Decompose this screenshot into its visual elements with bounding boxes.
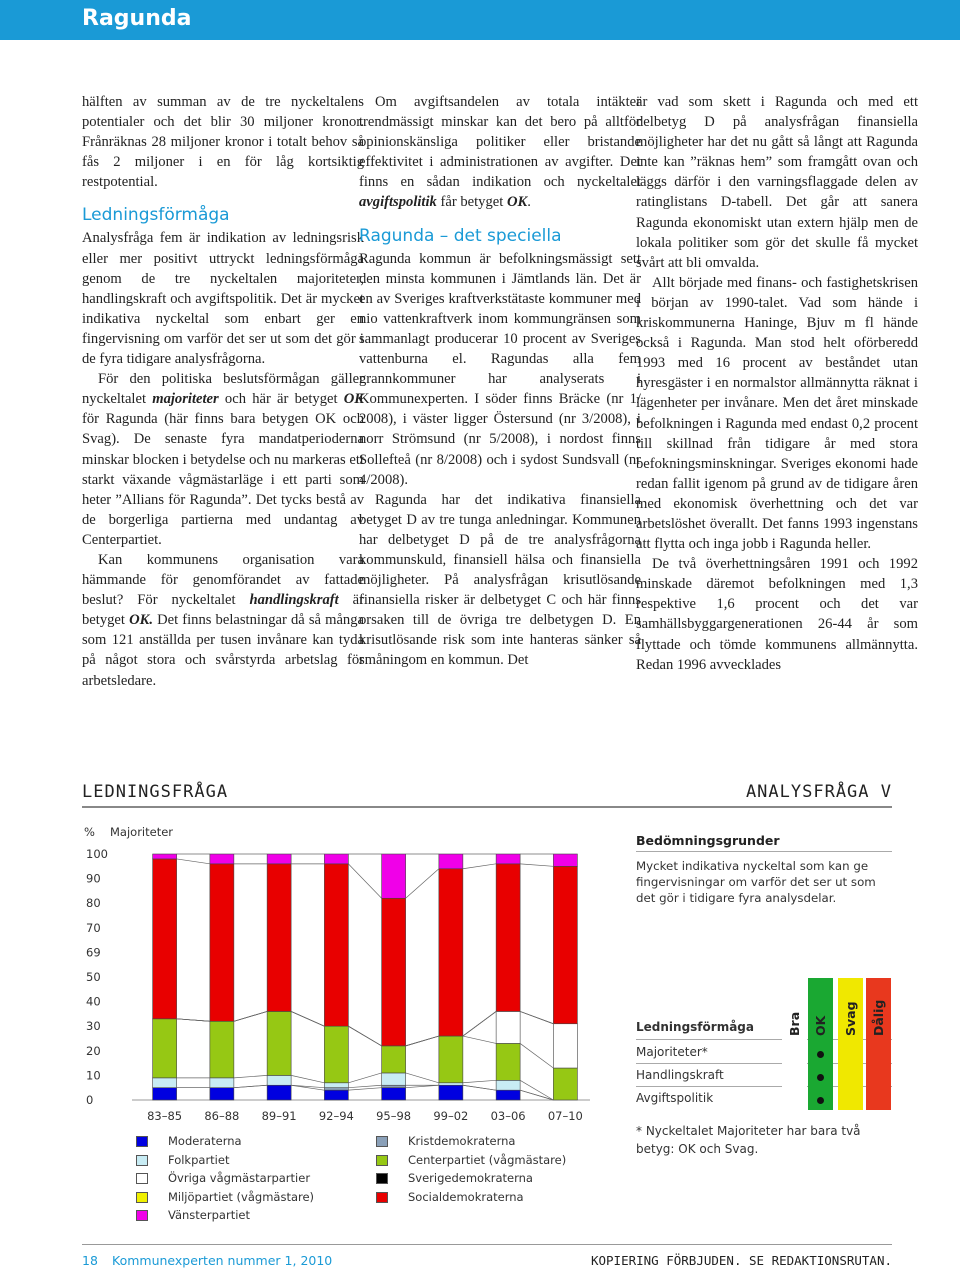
connector-line — [291, 1085, 324, 1087]
legend-label: Miljöpartiet (vågmästare) — [168, 1189, 315, 1204]
x-tick-label: 07–10 — [547, 1109, 583, 1123]
bar-segment-moderaterna — [210, 1088, 234, 1100]
connector-line — [463, 1036, 496, 1043]
paragraph: De två överhettningsåren 1991 och 1992 minskade däremot befolkningen med 1,3 respektive 1,6 procent och det var samhällsbyggargenerationen 26-44 år som flyttade och tömde kommunens allmännytta. Redan 1996 avvecklades — [636, 556, 918, 673]
bar-segment-socialdemokraterna — [153, 859, 177, 1019]
legend-swatch — [376, 1136, 388, 1147]
page-number: 18 — [82, 1253, 98, 1268]
bar-segment--vriga-v-gm-starpartier — [553, 1024, 577, 1068]
connector-line — [520, 1090, 553, 1100]
assessment-title: Bedömningsgrunder — [636, 833, 780, 848]
paragraph: Ragunda har det indikativa finansiella betyget D av tre tunga anledningar. Kommunen har delbetyget D på de tre analysfrågorna kommunskuld, finansiell hälsa och finansiella möjligheter. På analysfrågan krisutlösande finansiella risker är delbetyget C och här finns orsaken till de övriga tre delbetygen D. En krisutlösande risk som inte hanteras sänker så småningom en kommun. Det — [359, 491, 641, 669]
footer-divider — [82, 1244, 892, 1245]
x-tick-label: 83–85 — [147, 1109, 183, 1123]
connector-line — [406, 869, 439, 899]
legend-label: Sverigedemokraterna — [408, 1171, 533, 1185]
bar-segment-socialdemokraterna — [210, 864, 234, 1021]
bar-segment-socialdemokraterna — [496, 864, 520, 1012]
connector-line — [234, 1075, 267, 1077]
connector-line — [406, 1036, 439, 1046]
bar-segment-moderaterna — [324, 1090, 348, 1100]
legend-label: Folkpartiet — [168, 1152, 230, 1167]
bar-segment-kristdemokraterna — [324, 1088, 348, 1090]
bar-segment-socialdemokraterna — [324, 864, 348, 1026]
bar-segment-v-nsterpartiet — [324, 854, 348, 864]
subheading: Ragunda – det speciella — [359, 225, 562, 246]
emphasis: OK — [506, 194, 528, 211]
copyright-notice: KOPIERING FÖRBJUDEN. SE REDAKTIONSRUTAN. — [590, 1253, 892, 1268]
text-column-1 — [82, 92, 364, 691]
emphasis: OK. — [129, 612, 153, 629]
bar-segment-moderaterna — [496, 1090, 520, 1100]
section-label-left: LEDNINGSFRÅGA — [82, 782, 229, 802]
bar-segment-folkpartiet — [324, 1083, 348, 1088]
legend-label: Moderaterna — [168, 1134, 242, 1148]
x-tick-label: 99–02 — [433, 1109, 469, 1123]
y-tick-label: 30 — [86, 1019, 101, 1034]
x-tick-label: 86–88 — [204, 1109, 240, 1123]
bar-segment-v-nsterpartiet — [439, 854, 463, 869]
bar-segment-centerpartiet-v-gm-stare- — [210, 1021, 234, 1078]
paragraph: är vad som skett i Ragunda och med ett delbetyg D på analysfrågan finansiella möjligheter har det nu gått så långt att Ragunda inte kan ”räknas hem” som framgått ovan och läggs därför i den varningsflaggade delen av ratinglistans D-tabell. Det går att sanera Ragunda ekonomiskt utan extern hjälp men de lokala politiker som gör det skulle få mycket svårt att bli omvalda. — [636, 94, 918, 271]
legend-swatch — [136, 1136, 148, 1147]
footnote: * Nyckeltalet Majoriteter har bara två betyg: OK och Svag. — [636, 1124, 861, 1156]
paragraph: Allt började med finans- och fastighetskrisen i början av 1990-talet. Vad som hände i kriskommunerna Haninge, Bjuv m fl hände också i Ragunda. Man stod helt oförberedd 1993 med 16 procent av beståndet utan hyresgäster i en normalstor allmännytta räknat i lägenheter per invånare. Men det året minskade befolkningen i Ragunda med endast 0,2 procent till skillnad från tidigare år med stora befokningsminskningar. Sveriges ekonomi hade redan fallit igenom på grund av de tidigare åren med ekonomisk överhettning och det var arbetslöshet överallt. Det fanns 1993 ingenstans att flytta och inga jobb i Ragunda heller. — [636, 274, 918, 553]
connector-line — [520, 864, 553, 866]
legend-swatch — [376, 1173, 388, 1184]
bar-segment-centerpartiet-v-gm-stare- — [324, 1026, 348, 1083]
legend-swatch — [136, 1210, 148, 1221]
y-tick-label: 90 — [86, 871, 101, 886]
connector-line — [463, 864, 496, 869]
bar-segment-socialdemokraterna — [439, 869, 463, 1036]
bar-segment-v-nsterpartiet — [382, 854, 406, 898]
section-divider — [82, 806, 892, 808]
bar-segment-folkpartiet — [153, 1078, 177, 1088]
connector-line — [348, 1073, 381, 1083]
divider — [636, 851, 892, 852]
legend-label: Socialdemokraterna — [408, 1189, 524, 1204]
grade-marker — [817, 1051, 824, 1058]
y-tick-label: 0 — [86, 1093, 94, 1107]
bar-segment-centerpartiet-v-gm-stare- — [496, 1043, 520, 1080]
grade-column-bra — [782, 978, 807, 1110]
connector-line — [463, 1011, 496, 1036]
legend-swatch — [376, 1192, 388, 1203]
majoriteter-chart — [78, 820, 598, 1132]
bar-segment-v-nsterpartiet — [267, 854, 291, 864]
connector-line — [177, 1019, 210, 1021]
grade-marker — [817, 1074, 824, 1081]
connector-line — [463, 1080, 496, 1082]
bar-segment-folkpartiet — [439, 1083, 463, 1085]
header-bar — [0, 0, 960, 40]
grade-header: Svag — [843, 1001, 858, 1036]
grade-header: OK — [813, 1015, 828, 1036]
emphasis: handlingskraft — [249, 592, 339, 609]
x-tick-label: 89–91 — [261, 1109, 297, 1123]
header-title: Ragunda — [82, 6, 192, 31]
emphasis: OK — [343, 391, 364, 408]
bar-segment--vriga-v-gm-starpartier — [496, 1011, 520, 1043]
subheading: Ledningsförmåga — [82, 205, 230, 226]
connector-line — [406, 1085, 439, 1087]
connector-line — [291, 1085, 324, 1090]
paragraph: Kan kommunens organisation vara hämmande för genomförandet av fattade beslut? För nyckeltalet handlingskraft är betyget OK. Det finns belastningar då så många som 121 anställda per tusen invånare kan tyda på något stora och svårstyrda arbetslag för arbetsledare. — [82, 551, 364, 689]
bar-segment-socialdemokraterna — [382, 898, 406, 1046]
connector-line — [291, 1011, 324, 1026]
connector-line — [348, 864, 381, 898]
y-tick-label: 69 — [86, 945, 101, 960]
bar-segment-socialdemokraterna — [553, 866, 577, 1023]
paragraph: hälften av summan av de tre nyckeltalens potentialer och det blir 30 miljoner kronor. Frånräknas 28 miljoner kronor i totalt behov så fås 2 miljoner i en för låg kortsiktig restpotential. — [82, 94, 364, 191]
connector-line — [520, 1080, 553, 1100]
connector-line — [406, 1073, 439, 1083]
publication-name: Kommunexperten nummer 1, 2010 — [112, 1253, 333, 1268]
bar-segment-v-nsterpartiet — [210, 854, 234, 864]
text-column-2 — [359, 92, 641, 671]
bar-segment-centerpartiet-v-gm-stare- — [439, 1036, 463, 1083]
bar-segment-centerpartiet-v-gm-stare- — [153, 1019, 177, 1078]
connector-line — [177, 859, 210, 864]
legend-label: Kristdemokraterna — [408, 1134, 516, 1148]
bar-segment-folkpartiet — [496, 1080, 520, 1090]
y-tick-label: 100 — [86, 847, 108, 861]
grade-row-label: Majoriteter* — [636, 1045, 708, 1059]
bar-segment-folkpartiet — [210, 1078, 234, 1088]
paragraph: För den politiska beslutsförmågan gäller nyckeltalet majoriteter och här är betyget OK för Ragunda (här finns bara betygen OK och Svag). De senaste fyra mandatperioderna minskar blocken i betydelse och nu markeras ett starkt växande vågmästarläge i ett parti som heter ”Allians för Ragunda”. Det tycks bestå av de borgerliga partierna med undantag av Centerpartiet. — [82, 371, 364, 548]
y-tick-label: 70 — [86, 920, 101, 935]
y-tick-label: 80 — [86, 896, 101, 911]
bar-segment-moderaterna — [439, 1085, 463, 1100]
grade-marker — [817, 1097, 824, 1104]
connector-line — [234, 1085, 267, 1087]
grade-row-label: Avgiftspolitik — [636, 1091, 714, 1105]
bar-segment-folkpartiet — [267, 1075, 291, 1085]
bar-segment-centerpartiet-v-gm-stare- — [382, 1046, 406, 1073]
legend-swatch — [136, 1155, 148, 1166]
grade-column-ok — [808, 978, 833, 1110]
legend-label: Centerpartiet (vågmästare) — [408, 1152, 567, 1167]
y-tick-label: 40 — [86, 994, 101, 1009]
bar-segment-centerpartiet-v-gm-stare- — [553, 1068, 577, 1100]
chart-title: Majoriteter — [110, 825, 174, 839]
y-tick-label: 50 — [86, 970, 101, 984]
legend-label: Vänsterpartiet — [168, 1208, 250, 1222]
assessment-description: Mycket indikativa nyckeltal som kan ge fingervisningar om varför det ser ut som det gör i tidigare fyra analysdelar. — [636, 859, 876, 905]
x-tick-label: 03–06 — [490, 1109, 526, 1123]
legend-swatch — [376, 1155, 388, 1166]
connector-line — [348, 1085, 381, 1087]
grade-header: Bra — [787, 1011, 802, 1036]
y-tick-label: 20 — [86, 1043, 101, 1058]
connector-line — [348, 1026, 381, 1046]
grade-column-svag — [838, 978, 863, 1110]
emphasis: avgiftspolitik — [359, 194, 437, 211]
legend-label: Övriga vågmästarpartier — [168, 1171, 311, 1185]
x-tick-label: 95–98 — [376, 1109, 412, 1123]
emphasis: majoriteter — [152, 391, 219, 408]
bar-segment-folkpartiet — [382, 1073, 406, 1085]
text-column-3 — [636, 92, 918, 675]
bar-segment-v-nsterpartiet — [553, 854, 577, 866]
bar-segment-moderaterna — [382, 1088, 406, 1100]
bar-segment-moderaterna — [267, 1085, 291, 1100]
bar-segment-moderaterna — [153, 1088, 177, 1100]
paragraph: Ragunda kommun är befolkningsmässigt sett den minsta kommunen i Jämtlands län. Det är en av Sveriges kraftverkstätaste kommuner med nio vattenkraftverk inom kommungränsen som sammanlagt producerar 10 procent av Sveriges vattenburna el. Ragundas alla fem grannkommuner har analyserats i Kommunexperten. I söder finns Bräcke (nr 1/ 2008), i väster ligger Östersund (nr 3/2008), i norr Strömsund (nr 5/2008), i nordost finns Sollefteå (nr 8/2008) och i sydost Sundsvall (nr 4/2008). — [359, 250, 641, 488]
grade-table-title: Ledningsförmåga — [636, 1020, 754, 1034]
bar-segment-kristdemokraterna — [382, 1085, 406, 1087]
connector-line — [520, 1043, 553, 1068]
y-unit-label: % — [84, 825, 95, 839]
section-label-right: ANALYSFRÅGA V — [745, 782, 892, 802]
legend-swatch — [136, 1173, 148, 1184]
legend-swatch — [136, 1192, 148, 1203]
bar-segment-socialdemokraterna — [267, 864, 291, 1012]
bar-segment-v-nsterpartiet — [153, 854, 177, 859]
connector-line — [234, 1011, 267, 1021]
grade-header: Dålig — [871, 999, 886, 1036]
grade-row-label: Handlingskraft — [636, 1068, 724, 1082]
y-tick-label: 10 — [86, 1068, 101, 1083]
grade-column-dålig — [866, 978, 891, 1110]
connector-line — [348, 1088, 381, 1090]
paragraph: Analysfråga fem är indikation av ledningsrisk eller mer positivt uttryckt ledningsförmåga genom de tre nyckeltalen majoriteter, handlingskraft och avgiftspolitik. Det är mycket indikativa nyckeltal som enbart ger en fingervisning om varför det ser ut som det gör i de fyra tidigare analysfrågorna. — [82, 230, 364, 368]
x-tick-label: 92–94 — [318, 1109, 354, 1123]
paragraph: Om avgiftsandelen av totala intäkter trendmässigt minskar kan det bero på alltför opinionskänsliga politiker eller bristande effektivitet i administrationen av avgifter. Det finns en sådan indikation och nyckeltalet avgiftspolitik får betyget OK. — [359, 94, 641, 211]
connector-line — [291, 1075, 324, 1082]
connector-line — [520, 1011, 553, 1023]
bar-segment-v-nsterpartiet — [496, 854, 520, 864]
connector-line — [463, 1085, 496, 1090]
bar-segment-centerpartiet-v-gm-stare- — [267, 1011, 291, 1075]
